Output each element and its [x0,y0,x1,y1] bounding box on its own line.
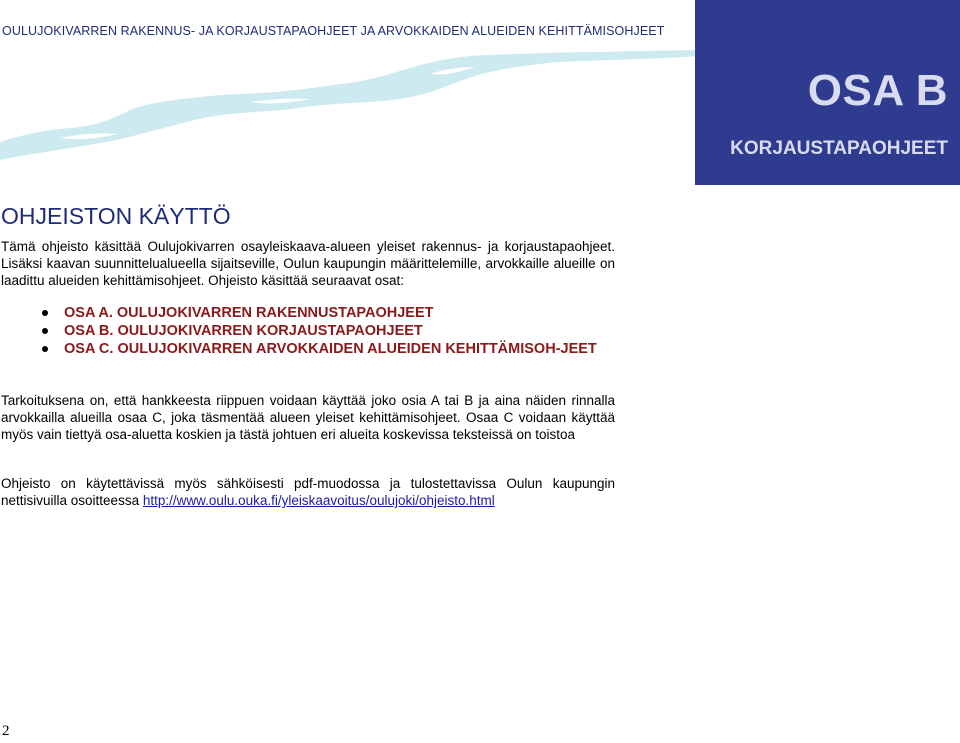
part-subtitle: KORJAUSTAPAOHJEET [730,138,948,159]
purpose-paragraph: Tarkoituksena on, että hankkeesta riippuen voidaan käyttää joko osia A tai B ja aina näiden rinnalla arvokkailla alueilla osaa C, joka täsmentää alueen yleiset kehittämisohjeet. Osaa C voidaan käyttää myös vain tiettyä osa-aluetta koskien ja tästä johtuen eri alueita koskevissa teksteissä on toistoa [1,393,615,442]
bullet-icon [42,346,48,352]
list-item [38,322,618,340]
part-label: OSA C. OULUJOKIVARREN ARVOKKAIDEN ALUEIDEN KEHITTÄMISOH-JEET [64,341,597,357]
part-label: OSA B. OULUJOKIVARREN KORJAUSTAPAOHJEET [64,323,423,339]
list-item [38,304,618,322]
bullet-icon [42,310,48,316]
part-title: OSA B [807,66,948,115]
list-item [38,340,618,358]
part-brand-box [695,0,960,185]
river-shape [0,50,700,160]
intro-paragraph: Tämä ohjeisto käsittää Oulujokivarren osayleiskaava-alueen yleiset rakennus- ja korjaustapaohjeet. Lisäksi kaavan suunnittelualueella sijaitseville, Oulun kaupungin määrittelemille, arvokkaille alueille on laadittu alueiden kehittämisohjeet. Ohjeisto käsittää seuraavat osat: [1,239,615,288]
section-title: OHJEISTON KÄYTTÖ [1,203,231,229]
availability-text: Ohjeisto on käytettävissä myös sähköisesti pdf-muodossa ja tulostettavissa Oulun kaupungin nettisivuilla osoitteessa [1,476,615,508]
part-label: OSA A. OULUJOKIVARREN RAKENNUSTAPAOHJEET [64,305,434,321]
parts-list [38,304,618,358]
availability-paragraph [1,475,615,509]
document-header-title: OULUJOKIVARREN RAKENNUS- JA KORJAUSTAPAOHJEET JA ARVOKKAIDEN ALUEIDEN KEHITTÄMISOHJEET [2,24,665,38]
bullet-icon [42,328,48,334]
page-number: 2 [2,723,10,739]
ohjeisto-link[interactable]: http://www.oulu.ouka.fi/yleiskaavoitus/oulujoki/ohjeisto.html [142,493,495,508]
river-illustration [0,50,700,160]
